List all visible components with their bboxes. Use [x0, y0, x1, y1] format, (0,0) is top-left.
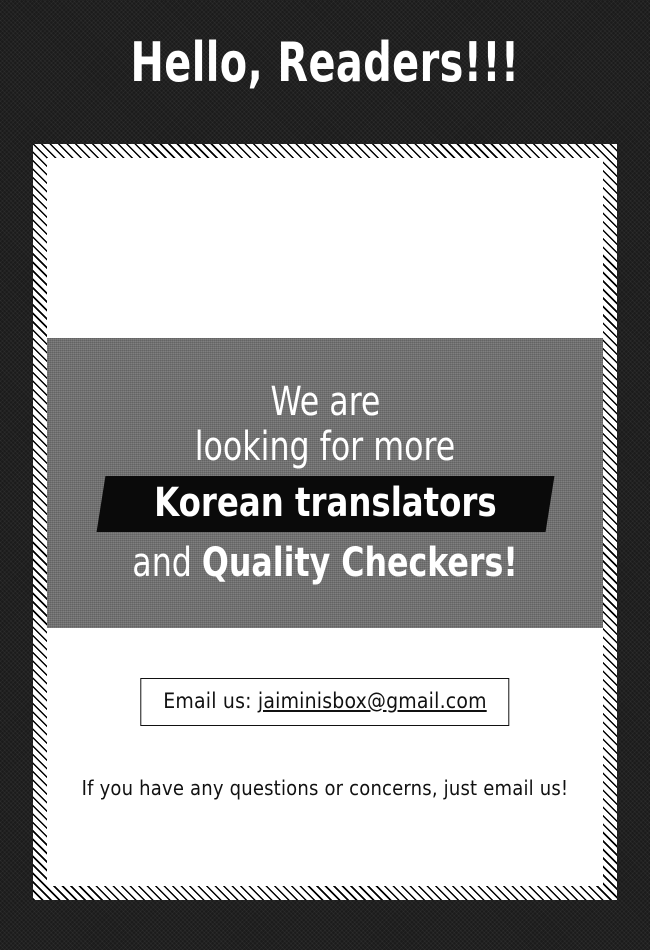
announcement-line-4-bold: Quality Checkers!	[201, 540, 518, 587]
footnote-text: If you have any questions or concerns, just email us!	[81, 776, 569, 800]
ribbon-label: Korean translators	[153, 480, 497, 527]
email-address-link[interactable]: jaiminisbox@gmail.com	[257, 689, 487, 713]
announcement-line-1: We are	[270, 379, 380, 426]
poster-card	[47, 158, 603, 886]
announcement-line-4	[132, 540, 518, 587]
email-box[interactable]	[140, 678, 509, 726]
announcement-band	[47, 338, 603, 628]
ribbon-container	[47, 476, 603, 532]
hatched-border-frame	[33, 144, 617, 900]
highlight-ribbon	[96, 476, 553, 532]
email-label: Email us:	[163, 689, 258, 713]
announcement-line-4-prefix: and	[132, 540, 202, 587]
page-title: Hello, Readers!!!	[130, 31, 520, 94]
announcement-line-2: looking for more	[194, 423, 456, 470]
